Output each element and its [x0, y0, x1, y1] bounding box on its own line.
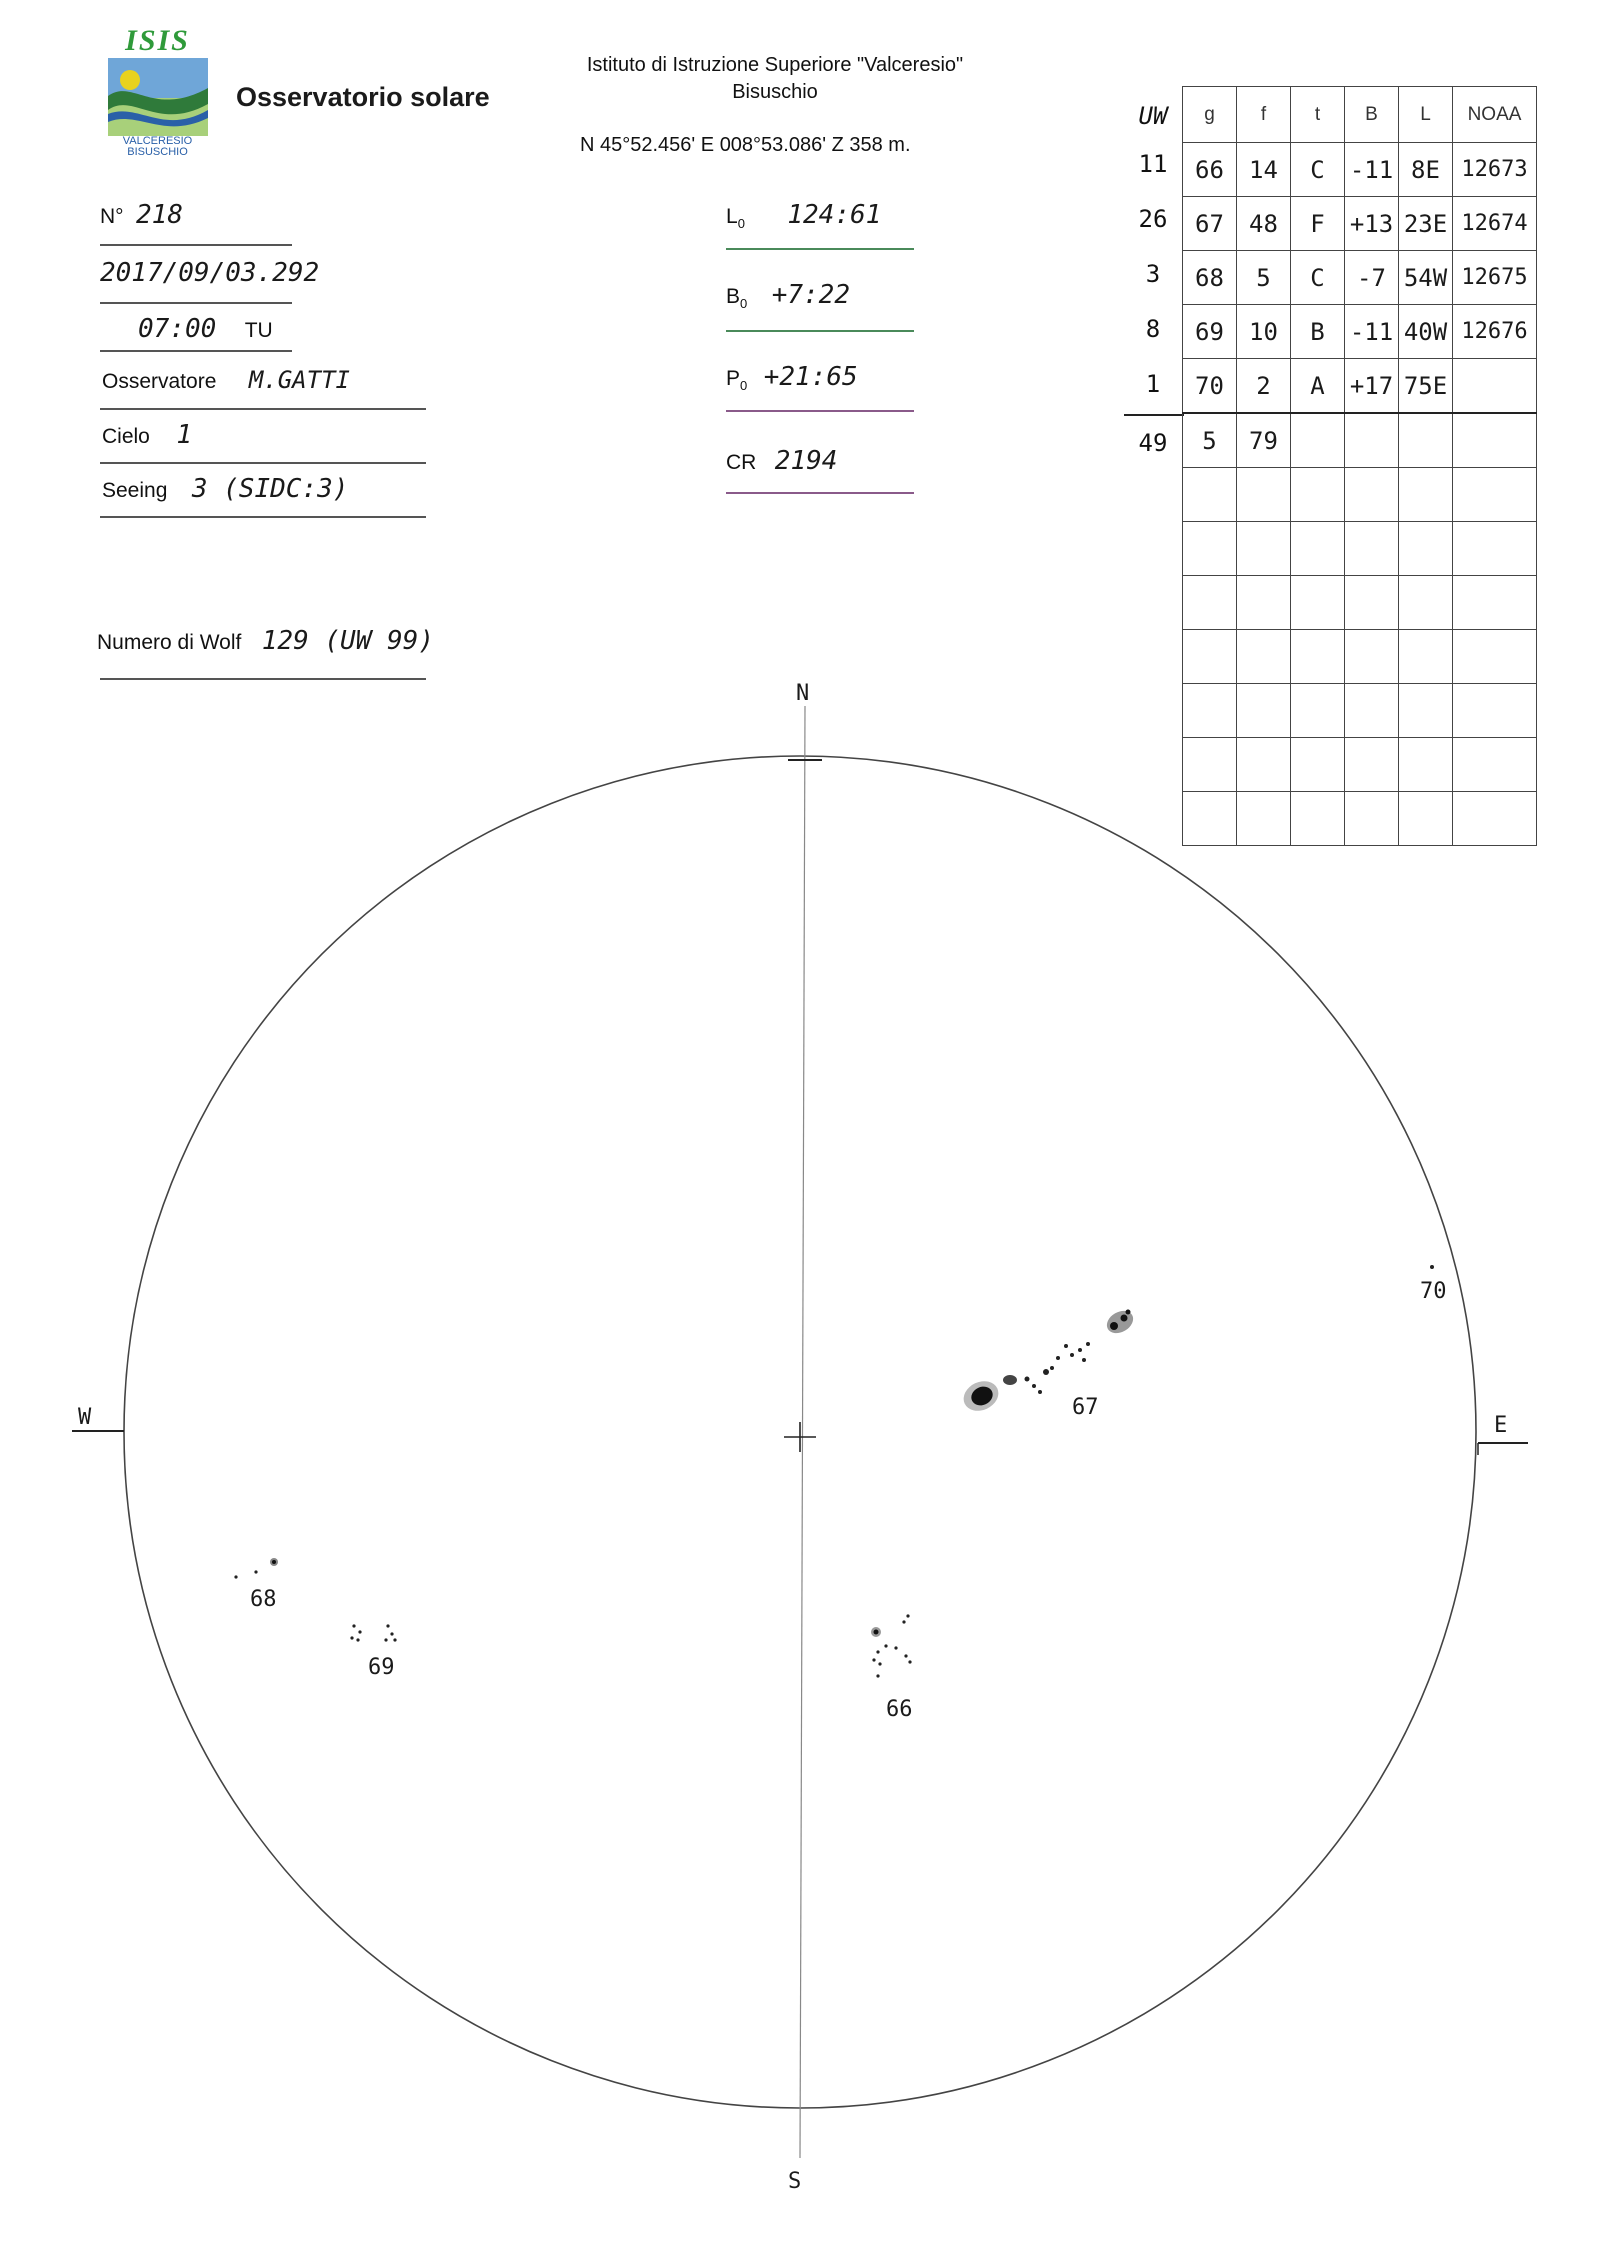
- group-66-dot: [906, 1614, 909, 1617]
- cr-label: CR: [726, 451, 757, 474]
- group-70-label: 70: [1420, 1279, 1447, 1304]
- group-67-dot: [1056, 1356, 1060, 1360]
- group-69-dot: [393, 1638, 396, 1641]
- group-69-dot: [384, 1638, 387, 1641]
- institute-town: Bisuschio: [732, 81, 818, 103]
- b0-label: $B_0$: [726, 285, 748, 312]
- time-value: 07:00: [138, 314, 217, 344]
- observatory-title: Osservatorio solare: [236, 82, 490, 112]
- cell-b: -11: [1345, 305, 1399, 359]
- uw-row-value: 8: [1145, 315, 1161, 343]
- uw-row-value: 26: [1138, 205, 1168, 233]
- sunspot-group-69: [350, 1624, 396, 1680]
- number-label: N°: [100, 205, 124, 228]
- group-66-dot: [872, 1658, 875, 1661]
- group-69-dot: [358, 1630, 361, 1633]
- group-69-dot: [386, 1624, 389, 1627]
- group-67-leader-umbra: [1110, 1322, 1118, 1330]
- observer-value: M.GATTI: [248, 366, 350, 394]
- group-69-dot: [356, 1638, 359, 1641]
- group-67-dot: [1070, 1353, 1074, 1357]
- cell-b: +17: [1345, 359, 1399, 414]
- group-66-dot: [878, 1662, 881, 1665]
- cell-t: C: [1291, 143, 1345, 197]
- group-66-label: 66: [886, 1697, 913, 1722]
- time-unit: TU: [244, 319, 273, 342]
- cell-f: 14: [1237, 143, 1291, 197]
- group-66-dot: [876, 1674, 879, 1677]
- cell-g: 68: [1183, 251, 1237, 305]
- cr-value: 2194: [774, 446, 838, 476]
- uw-total-value: 49: [1138, 429, 1168, 457]
- group-66-dot: [894, 1646, 897, 1649]
- group-68-dot: [254, 1570, 257, 1573]
- cell-noaa: 12673: [1453, 143, 1537, 197]
- date-value: 2017/09/03.292: [100, 258, 320, 288]
- observatory-coordinates: N 45°52.456' E 008°53.086' Z 358 m.: [580, 134, 911, 156]
- cell-noaa: 12675: [1453, 251, 1537, 305]
- sunspot-group-68: [234, 1558, 278, 1612]
- south-label: S: [788, 2169, 802, 2194]
- cell-b: +13: [1345, 197, 1399, 251]
- group-68-dot: [234, 1575, 237, 1578]
- sunspot-group-70: [1420, 1265, 1447, 1304]
- group-67-dot: [1050, 1366, 1054, 1370]
- group-69-dot: [390, 1632, 393, 1635]
- sunspot-group-67: [959, 1306, 1137, 1420]
- cell-t: F: [1291, 197, 1345, 251]
- group-67-dot: [1064, 1344, 1068, 1348]
- group-66-dot: [876, 1650, 879, 1653]
- uw-row-value: 1: [1145, 370, 1161, 398]
- number-value: 218: [136, 200, 183, 230]
- l0-label: $L_0$: [726, 205, 745, 232]
- cell-f: 2: [1237, 359, 1291, 414]
- total-cell-f: 79: [1237, 413, 1291, 468]
- uw-row-value: 11: [1138, 150, 1168, 178]
- p0-value: +21:65: [763, 362, 858, 392]
- seeing-label: Seeing: [102, 479, 168, 502]
- group-67-dot: [1038, 1390, 1042, 1394]
- wolf-value: 129 (UW 99): [261, 626, 434, 656]
- cell-g: 67: [1183, 197, 1237, 251]
- group-67-dot: [1086, 1342, 1090, 1346]
- cell-b: -7: [1345, 251, 1399, 305]
- header-t: t: [1291, 87, 1345, 143]
- institute-name: Istituto di Istruzione Superiore "Valceresio": [586, 54, 964, 76]
- header-l: L: [1399, 87, 1453, 143]
- wolf-label: Numero di Wolf: [97, 631, 242, 654]
- sky-value: 1: [176, 420, 192, 450]
- cell-t: B: [1291, 305, 1345, 359]
- group-68-label: 68: [250, 1587, 277, 1612]
- logo-sub-2: BISUSCHIO: [127, 146, 188, 158]
- p0-label: $P_0$: [726, 367, 748, 394]
- group-68-umbra: [272, 1560, 276, 1564]
- group-67-dot: [1032, 1384, 1036, 1388]
- group-66-dot: [908, 1660, 911, 1663]
- cell-l: 40W: [1399, 305, 1453, 359]
- group-67-dot: [1082, 1358, 1086, 1362]
- cell-noaa: 12676: [1453, 305, 1537, 359]
- group-67-dot: [1078, 1348, 1082, 1352]
- cell-t: C: [1291, 251, 1345, 305]
- seeing-value: 3 (SIDC:3): [191, 474, 349, 504]
- group-67-dot: [1043, 1369, 1049, 1375]
- cell-t: A: [1291, 359, 1345, 414]
- cell-f: 5: [1237, 251, 1291, 305]
- header-b: B: [1345, 87, 1399, 143]
- cell-f: 48: [1237, 197, 1291, 251]
- cell-f: 10: [1237, 305, 1291, 359]
- logo-sub-1: VALCERESIO: [122, 135, 193, 147]
- cell-l: 54W: [1399, 251, 1453, 305]
- cell-g: 66: [1183, 143, 1237, 197]
- header-f: f: [1237, 87, 1291, 143]
- b0-value: +7:22: [771, 280, 850, 310]
- group-66-dot: [884, 1644, 887, 1647]
- logo-brand-text: ISIS: [125, 24, 190, 57]
- group-66-dot: [902, 1620, 905, 1623]
- observer-label: Osservatore: [102, 370, 217, 393]
- north-label: N: [796, 681, 810, 706]
- cell-b: -11: [1345, 143, 1399, 197]
- cell-l: 75E: [1399, 359, 1453, 414]
- group-66-umbra: [874, 1630, 879, 1635]
- cell-noaa: 12674: [1453, 197, 1537, 251]
- group-67-spot: [1003, 1375, 1017, 1385]
- l0-value: 124:61: [787, 200, 882, 230]
- group-69-dot: [352, 1624, 355, 1627]
- group-67-leader-penumbra: [1103, 1306, 1137, 1337]
- group-69-label: 69: [368, 1655, 395, 1680]
- header-g: g: [1183, 87, 1237, 143]
- group-70-dot: [1430, 1265, 1434, 1269]
- group-69-dot: [350, 1636, 353, 1639]
- total-cell-g: 5: [1183, 413, 1237, 468]
- west-label: W: [78, 1405, 92, 1430]
- cell-l: 8E: [1399, 143, 1453, 197]
- sky-label: Cielo: [102, 425, 150, 448]
- sunspot-group-66: [871, 1614, 913, 1722]
- group-67-leader-umbra: [1126, 1310, 1131, 1315]
- group-66-dot: [904, 1654, 907, 1657]
- header-noaa: NOAA: [1453, 87, 1537, 143]
- group-67-leader-umbra: [1121, 1315, 1128, 1322]
- group-67-label: 67: [1072, 1395, 1099, 1420]
- group-67-dot: [1025, 1377, 1030, 1382]
- cell-g: 70: [1183, 359, 1237, 414]
- uw-row-value: 3: [1145, 260, 1161, 288]
- cell-g: 69: [1183, 305, 1237, 359]
- uw-header: UW: [1138, 102, 1168, 130]
- cell-l: 23E: [1399, 197, 1453, 251]
- east-label: E: [1494, 1413, 1508, 1438]
